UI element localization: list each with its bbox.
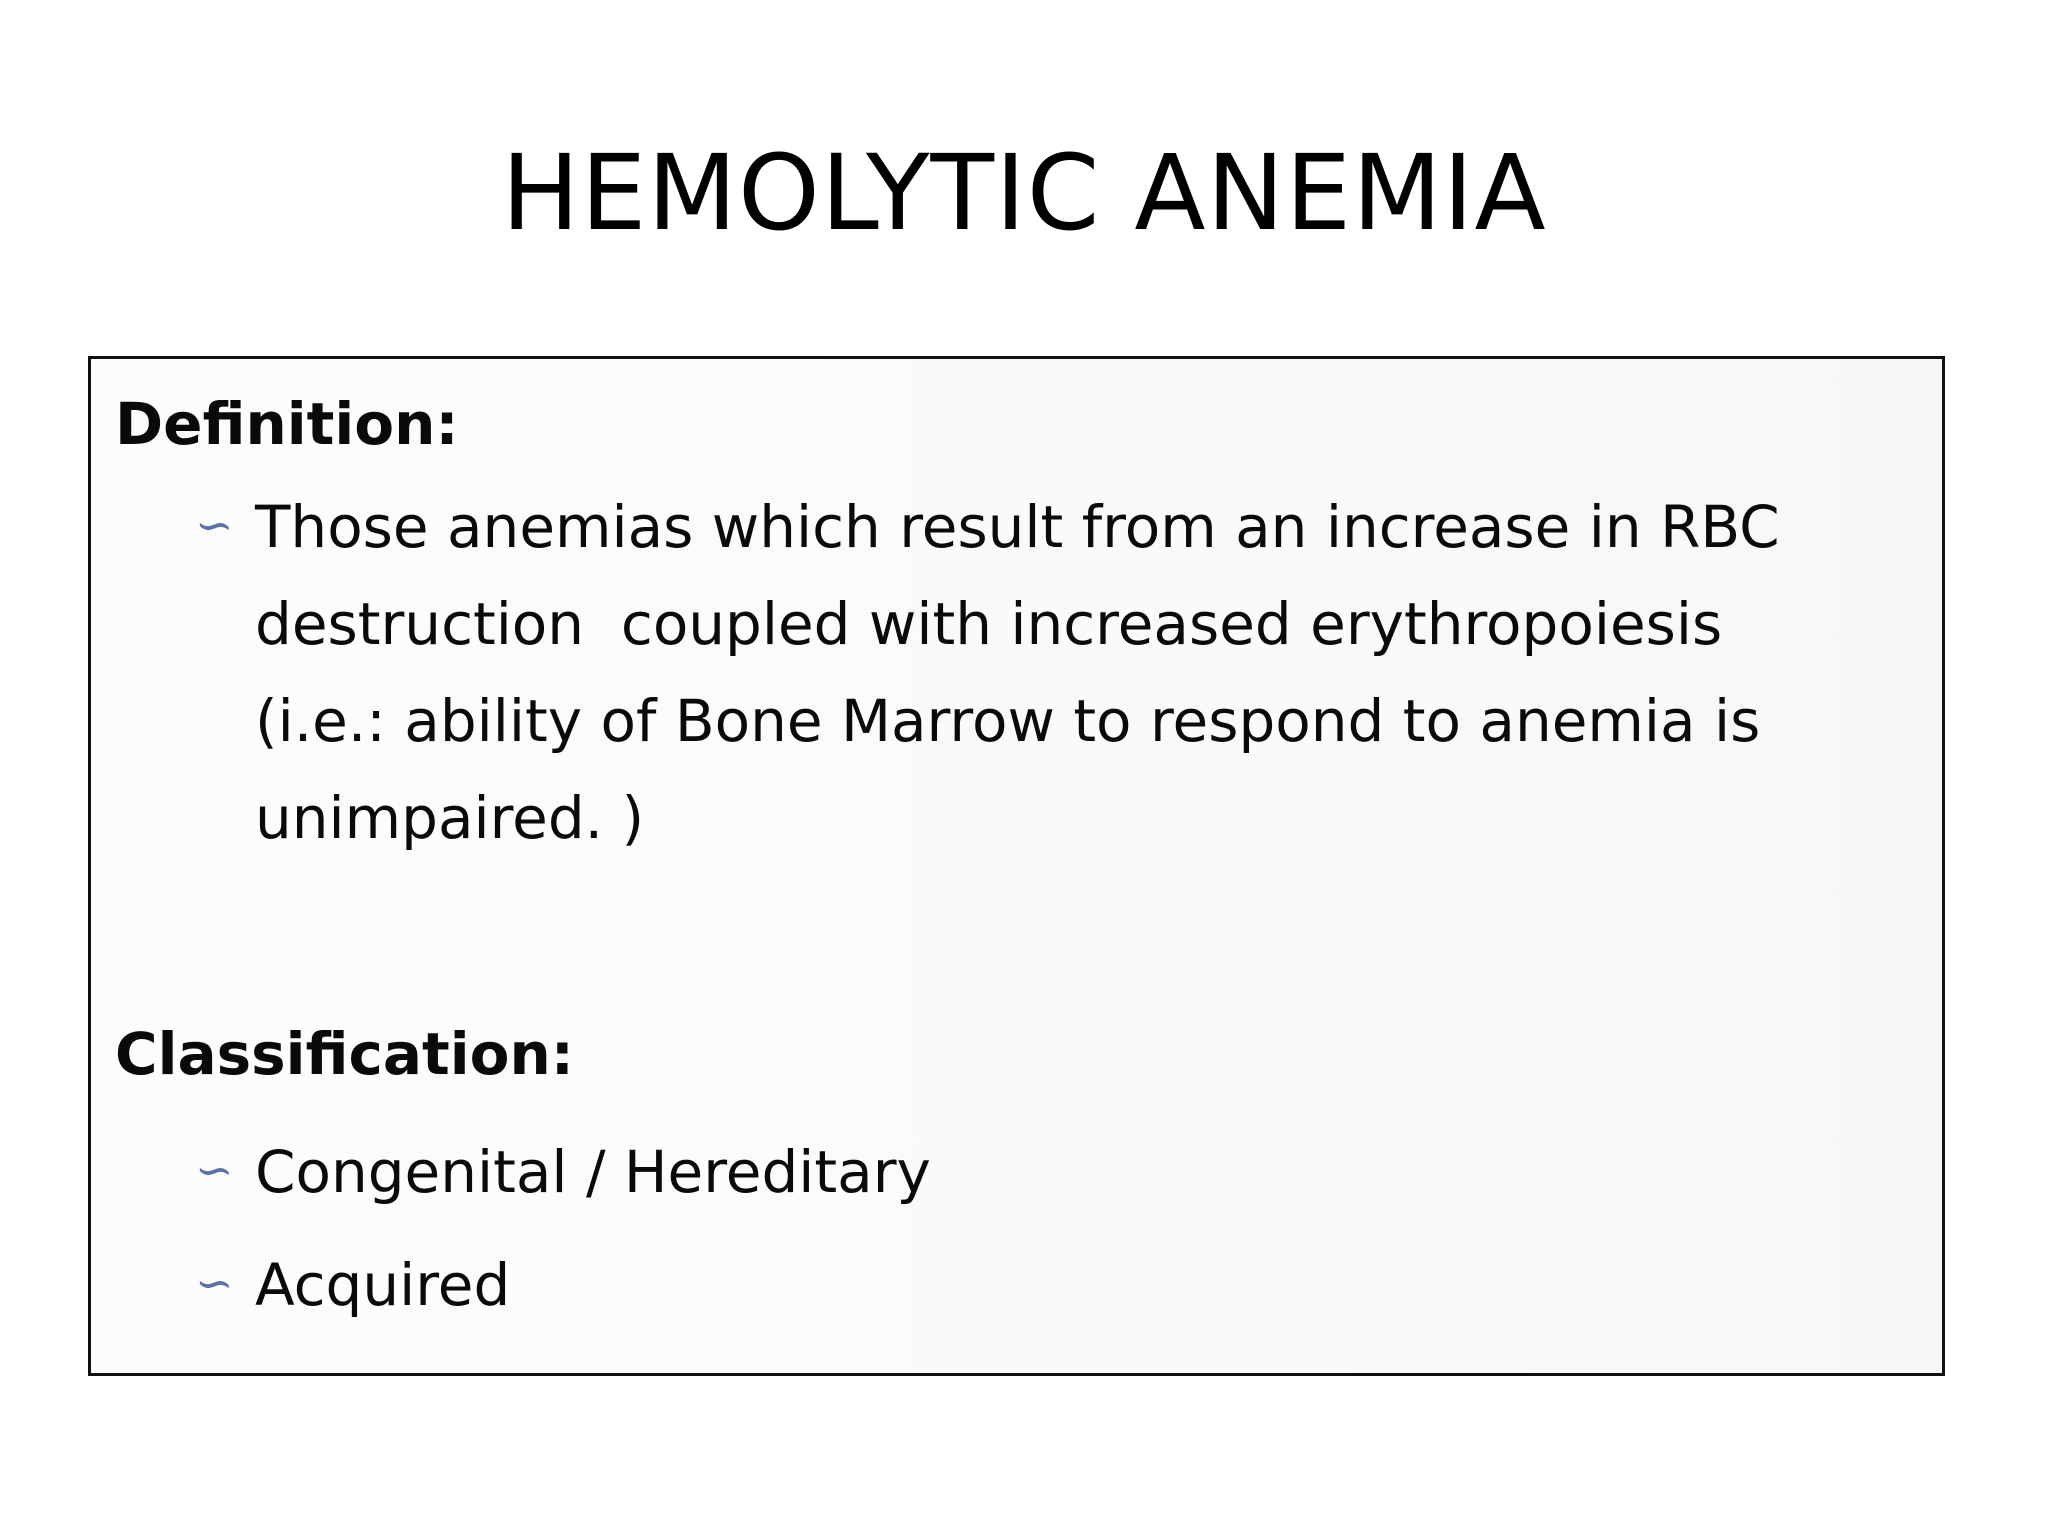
slide-title: HEMOLYTIC ANEMIA	[501, 132, 1547, 254]
content-box	[88, 356, 1945, 1376]
classification-heading: Classification:	[115, 1020, 574, 1088]
classification-item-acquired: Acquired	[255, 1251, 511, 1319]
classification-item-congenital: Congenital / Hereditary	[255, 1138, 931, 1206]
definition-bullet	[195, 479, 1815, 867]
scroll-bullet-icon: ∽	[195, 1143, 234, 1197]
classification-bullet	[195, 1124, 931, 1221]
definition-heading: Definition:	[115, 390, 459, 458]
classification-bullet	[195, 1237, 510, 1334]
scroll-bullet-icon: ∽	[195, 1256, 234, 1310]
scroll-bullet-icon: ∽	[195, 498, 234, 552]
definition-text: Those anemias which result from an increase in RBC destruction coupled with increased erythropoiesis (i.e.: ability of Bone Marrow to respond to anemia is unimpaired. )	[255, 493, 1799, 852]
